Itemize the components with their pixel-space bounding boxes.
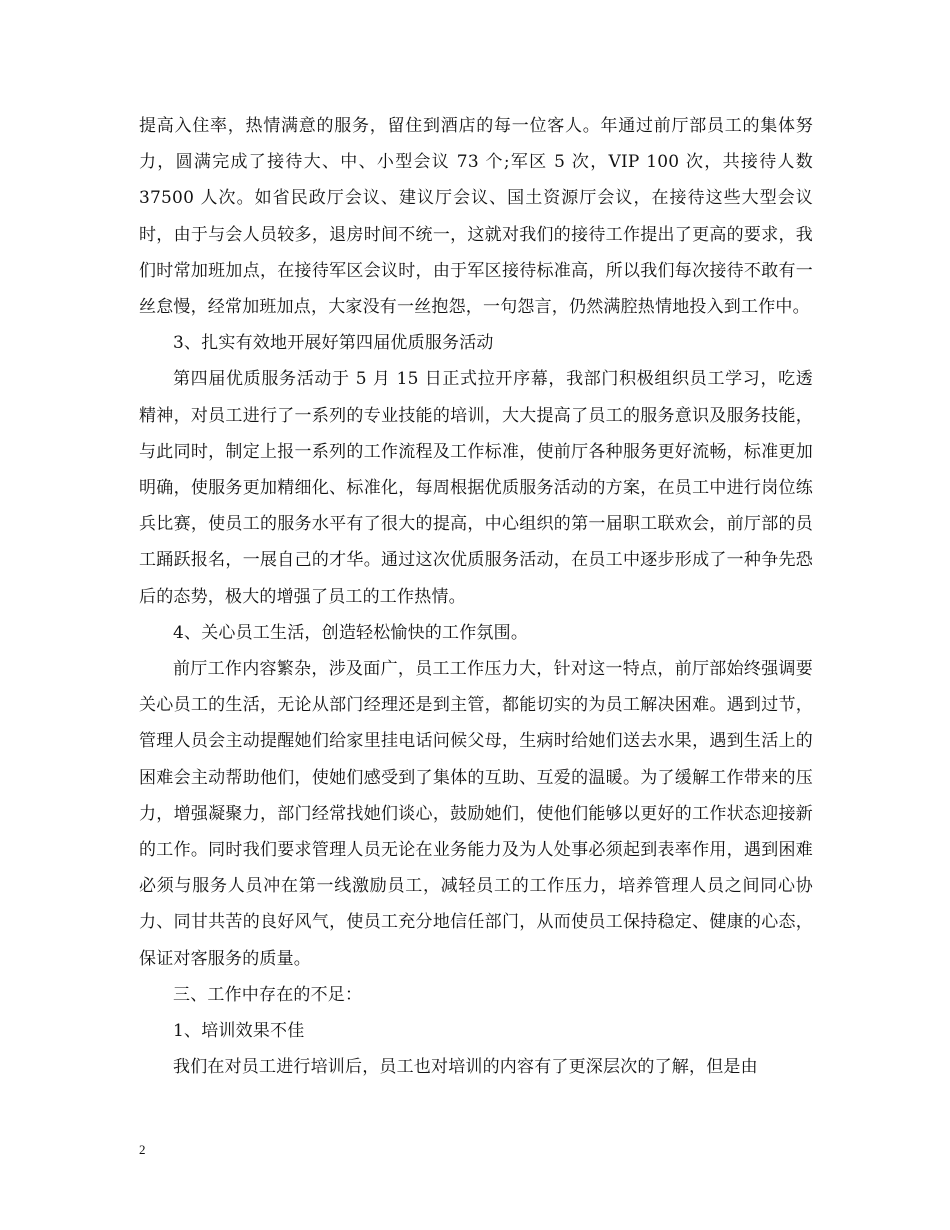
section-heading-shortcomings: 三、工作中存在的不足：	[173, 984, 363, 1005]
paragraph-2: 第四届优质服务活动于 5 月 15 日正式拉开序幕，我部门积极组织员工学习，吃透精神，对员工进行了一系列的专业技能的培训，大大提高了员工的服务意识及服务技能，与此同时，制定上报一系列的工作流程及工作标准，使前厅各种服务更好流畅，标准更加明确，使服务更加精细化、标准化，每周根据优质服务活动的方案，在员工中进行岗位练兵比赛，使员工的服务水平有了很大的提高，中心组织的第一届职工联欢会，前厅部的员工踊跃报名，一展自己的才华。通过这次优质服务活动，在员工中逐步形成了一种争先恐后的态势，极大的增强了员工的工作热情。	[139, 369, 813, 607]
section-heading-4: 4、关心员工生活，创造轻松愉快的工作氛围。	[173, 622, 529, 643]
section-heading-3: 3、扎实有效地开展好第四届优质服务活动	[173, 333, 494, 354]
paragraph-1: 提高入住率，热情满意的服务，留住到酒店的每一位客人。年通过前厅部员工的集体努力，圆满完成了接待大、中、小型会议 73 个;军区 5 次，VIP 100 次，共接待人数 37500 人次。如省民政厅会议、建议厅会议、国土资源厅会议，在接待这些大型会议时，由于与会人员较多，退房时间不统一，这就对我们的接待工作提出了更高的要求，我们时常加班加点，在接待军区会议时，由于军区接待标准高，所以我们每次接待不敢有一丝怠慢，经常加班加点，大家没有一丝抱怨，一句怨言，仍然满腔热情地投入到工作中。	[139, 116, 813, 318]
paragraph-4: 我们在对员工进行培训后，员工也对培训的内容有了更深层次的了解，但是由	[173, 1057, 758, 1078]
paragraph-3: 前厅工作内容繁杂，涉及面广，员工工作压力大，针对这一特点，前厅部始终强调要关心员工的生活，无论从部门经理还是到主管，都能切实的为员工解决困难。遇到过节，管理人员会主动提醒她们给家里挂电话问候父母，生病时给她们送去水果，遇到生活上的困难会主动帮助他们，使她们感受到了集体的互助、互爱的温暖。为了缓解工作带来的压力，增强凝聚力，部门经常找她们谈心，鼓励她们，使他们能够以更好的工作状态迎接新的工作。同时我们要求管理人员无论在业务能力及为人处事必须起到表率作用，遇到困难必须与服务人员冲在第一线激励员工，减轻员工的工作压力，培养管理人员之间同心协力、同甘共苦的良好风气，使员工充分地信任部门，从而使员工保持稳定、健康的心态，保证对客服务的质量。	[139, 659, 813, 969]
page-number: 2	[139, 1142, 146, 1157]
document-body	[139, 108, 813, 1085]
subheading-training: 1、培训效果不佳	[173, 1021, 305, 1042]
